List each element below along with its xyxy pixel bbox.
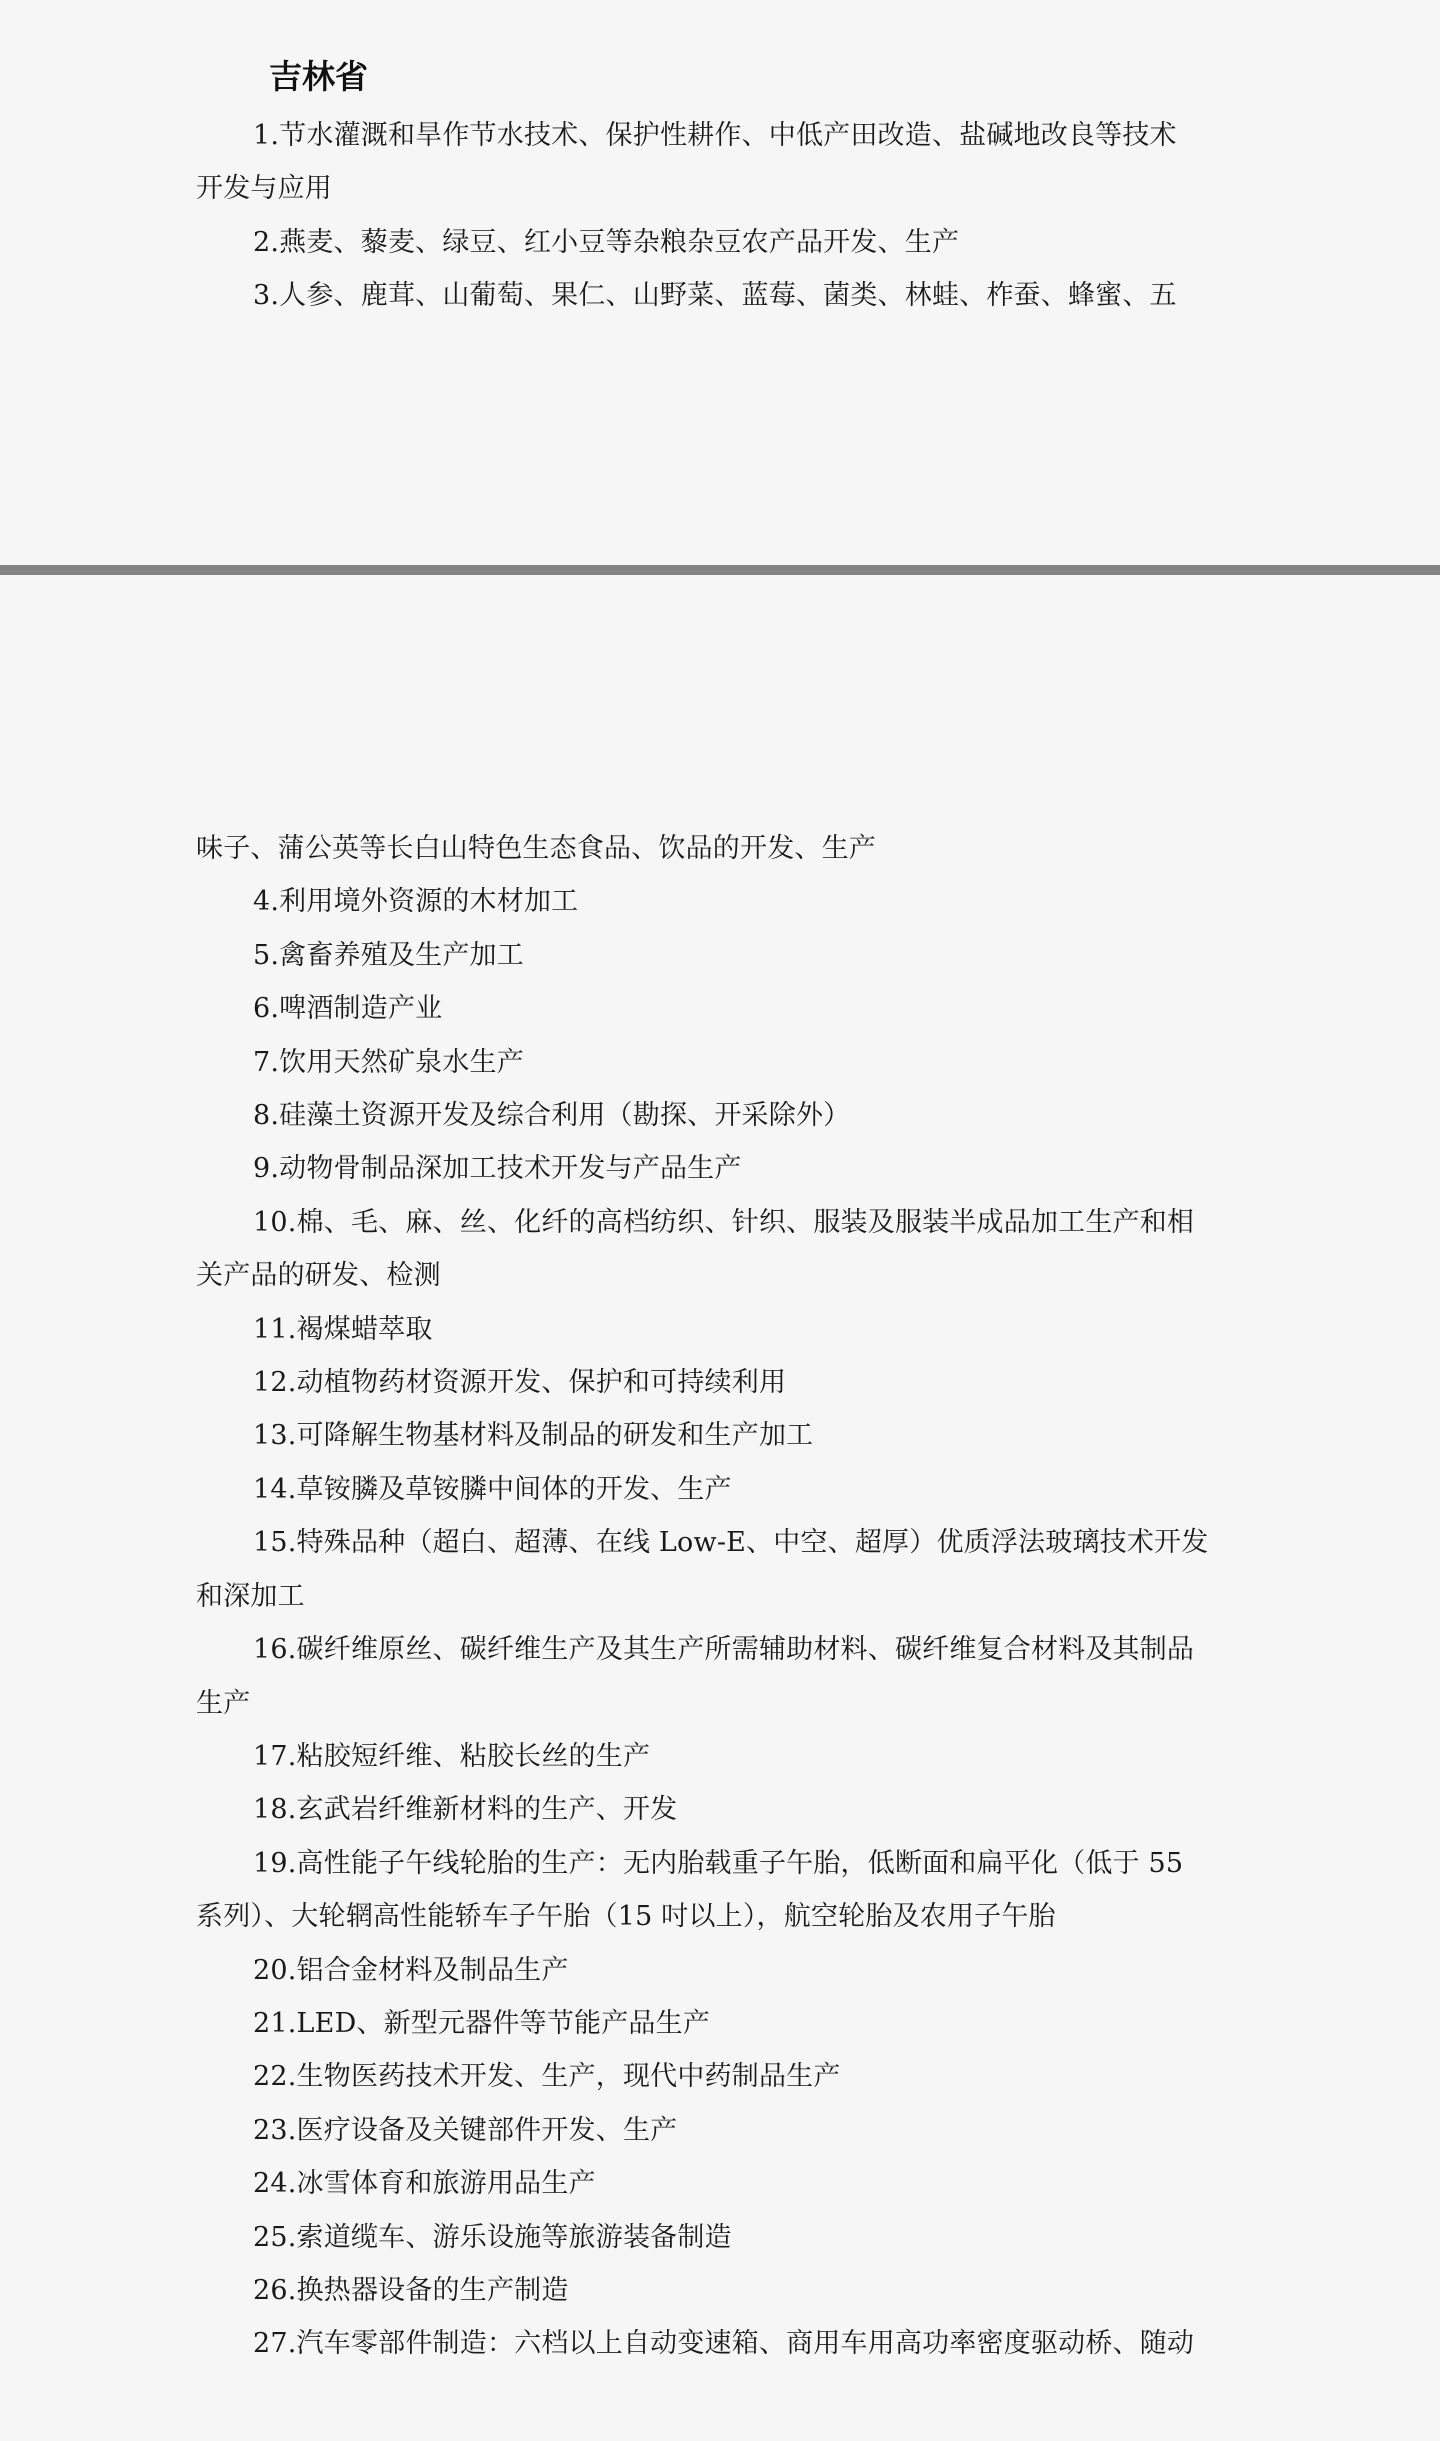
- list-item-continuation: 和深加工: [196, 1580, 305, 1612]
- list-item: [196, 109, 1248, 162]
- list-item: 16.碳纤维原丝、碳纤维生产及其生产所需辅助材料、碳纤维复合材料及其制品: [253, 1634, 1195, 1666]
- list-item: 24.冰雪体育和旅游用品生产: [253, 2168, 596, 2200]
- list-item: 5.禽畜养殖及生产加工: [253, 939, 524, 971]
- list-item-continuation: 系列）、大轮辋高性能轿车子午胎（15 吋以上），航空轮胎及农用子午胎: [196, 1901, 1056, 1933]
- list-item: 20.铝合金材料及制品生产: [253, 1954, 569, 1986]
- item-list-page1: [196, 109, 1248, 323]
- list-item: 25.索道缆车、游乐设施等旅游装备制造: [253, 2221, 732, 2253]
- list-item: 3.人参、鹿茸、山葡萄、果仁、山野菜、蓝莓、菌类、林蛙、柞蚕、蜂蜜、五: [253, 280, 1177, 312]
- list-item-continuation: 味子、蒲公英等长白山特色生态食品、饮品的开发、生产: [196, 833, 876, 864]
- list-item: 23.医疗设备及关键部件开发、生产: [253, 2114, 678, 2146]
- list-item-text: 1.节水灌溉和旱作节水技术、保护性耕作、中低产田改造、盐碱地改良等技术: [253, 120, 1177, 151]
- list-item: 7.饮用天然矿泉水生产: [253, 1046, 524, 1078]
- list-item: 22.生物医药技术开发、生产，现代中药制品生产: [253, 2061, 841, 2093]
- list-item: 21.LED、新型元器件等节能产品生产: [253, 2007, 711, 2039]
- list-item: 27.汽车零部件制造：六档以上自动变速箱、商用车用高功率密度驱动桥、随动: [253, 2328, 1195, 2360]
- list-item: 8.硅藻土资源开发及综合利用（勘探、开采除外）: [253, 1100, 851, 1132]
- item-list-page2: [196, 822, 1248, 2371]
- list-item: 19.高性能子午线轮胎的生产：无内胎载重子午胎，低断面和扁平化（低于 55: [253, 1847, 1184, 1879]
- list-item-continuation: 开发与应用: [196, 173, 332, 205]
- list-item: 14.草铵膦及草铵膦中间体的开发、生产: [253, 1473, 732, 1505]
- list-item: 17.粘胶短纤维、粘胶长丝的生产: [253, 1740, 651, 1772]
- province-title: 吉林省: [269, 57, 368, 96]
- list-item: 10.棉、毛、麻、丝、化纤的高档纺织、针织、服装及服装半成品加工生产和相: [253, 1206, 1195, 1238]
- list-item: 12.动植物药材资源开发、保护和可持续利用: [253, 1367, 787, 1399]
- list-item: 4.利用境外资源的木材加工: [253, 886, 579, 918]
- list-item: 13.可降解生物基材料及制品的研发和生产加工: [253, 1420, 814, 1452]
- list-item: 6.啤酒制造产业: [253, 993, 443, 1025]
- page-divider: [0, 565, 1440, 575]
- page-upper: [0, 0, 1440, 565]
- list-item: 11.褐煤蜡萃取: [253, 1313, 433, 1345]
- list-item: 9.动物骨制品深加工技术开发与产品生产: [253, 1153, 742, 1185]
- list-item: 26.换热器设备的生产制造: [253, 2274, 569, 2306]
- list-item: 2.燕麦、藜麦、绿豆、红小豆等杂粮杂豆农产品开发、生产: [253, 226, 960, 258]
- list-item: 15.特殊品种（超白、超薄、在线 Low-E、中空、超厚）优质浮法玻璃技术开发: [253, 1527, 1209, 1559]
- list-item: 18.玄武岩纤维新材料的生产、开发: [253, 1794, 678, 1826]
- list-item-continuation: 关产品的研发、检测: [196, 1260, 441, 1292]
- list-item-continuation: 生产: [196, 1687, 251, 1719]
